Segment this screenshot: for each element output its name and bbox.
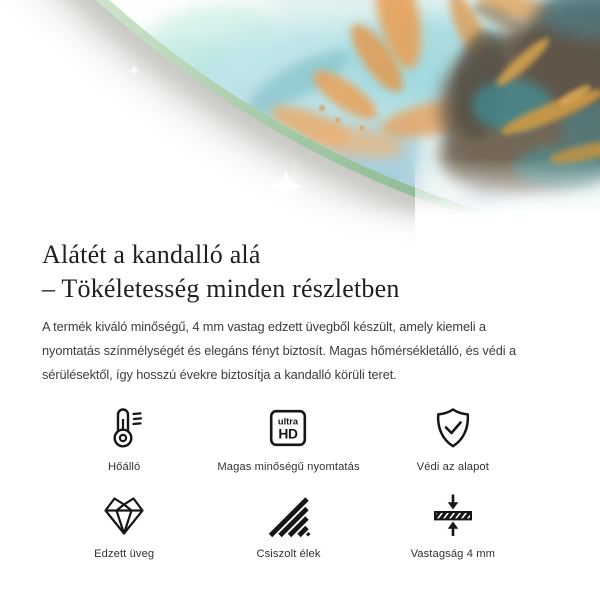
- feature-label: Edzett üveg: [94, 548, 155, 560]
- features-grid: [42, 404, 547, 560]
- feature-label: Hőálló: [108, 461, 141, 473]
- product-image: [0, 0, 600, 250]
- product-info-section: [0, 238, 600, 560]
- title-line-2: – Tökéletesség minden részletben: [42, 274, 400, 303]
- product-description: A termék kiváló minőségű, 4 mm vastag edzett üvegből készült, amely kiemeli a nyomtatás színmélységét és elegáns fényt biztosít. Magas hőmérsékletálló, és védi a sérülésektől, így hosszú évekre biztosítja a kandalló körüli teret.: [42, 319, 516, 382]
- feature-label: Csiszolt élek: [256, 548, 321, 560]
- svg-text:HD: HD: [278, 426, 299, 442]
- feature-polished-edges: [206, 491, 370, 560]
- thickness-icon: [429, 491, 477, 539]
- diamond-icon: [100, 491, 148, 539]
- svg-text:ultra: ultra: [278, 416, 299, 427]
- ultra-hd-icon: [264, 404, 312, 452]
- glass-disc-photo: [0, 0, 600, 250]
- polished-edges-icon: [264, 491, 312, 539]
- feature-protects-base: [371, 404, 535, 473]
- feature-tempered-glass: [42, 491, 206, 560]
- thermometer-icon: [100, 404, 148, 452]
- feature-label: Magas minőségű nyomtatás: [217, 461, 360, 473]
- feature-heat-resistant: [42, 404, 206, 473]
- page-title: [42, 238, 547, 306]
- feature-thickness: [371, 491, 535, 560]
- feature-high-quality-print: [206, 404, 370, 473]
- title-line-1: Alátét a kandalló alá: [42, 240, 261, 269]
- feature-label: Védi az alapot: [416, 461, 489, 473]
- feature-label: Vastagság 4 mm: [410, 548, 496, 560]
- shield-check-icon: [429, 404, 477, 452]
